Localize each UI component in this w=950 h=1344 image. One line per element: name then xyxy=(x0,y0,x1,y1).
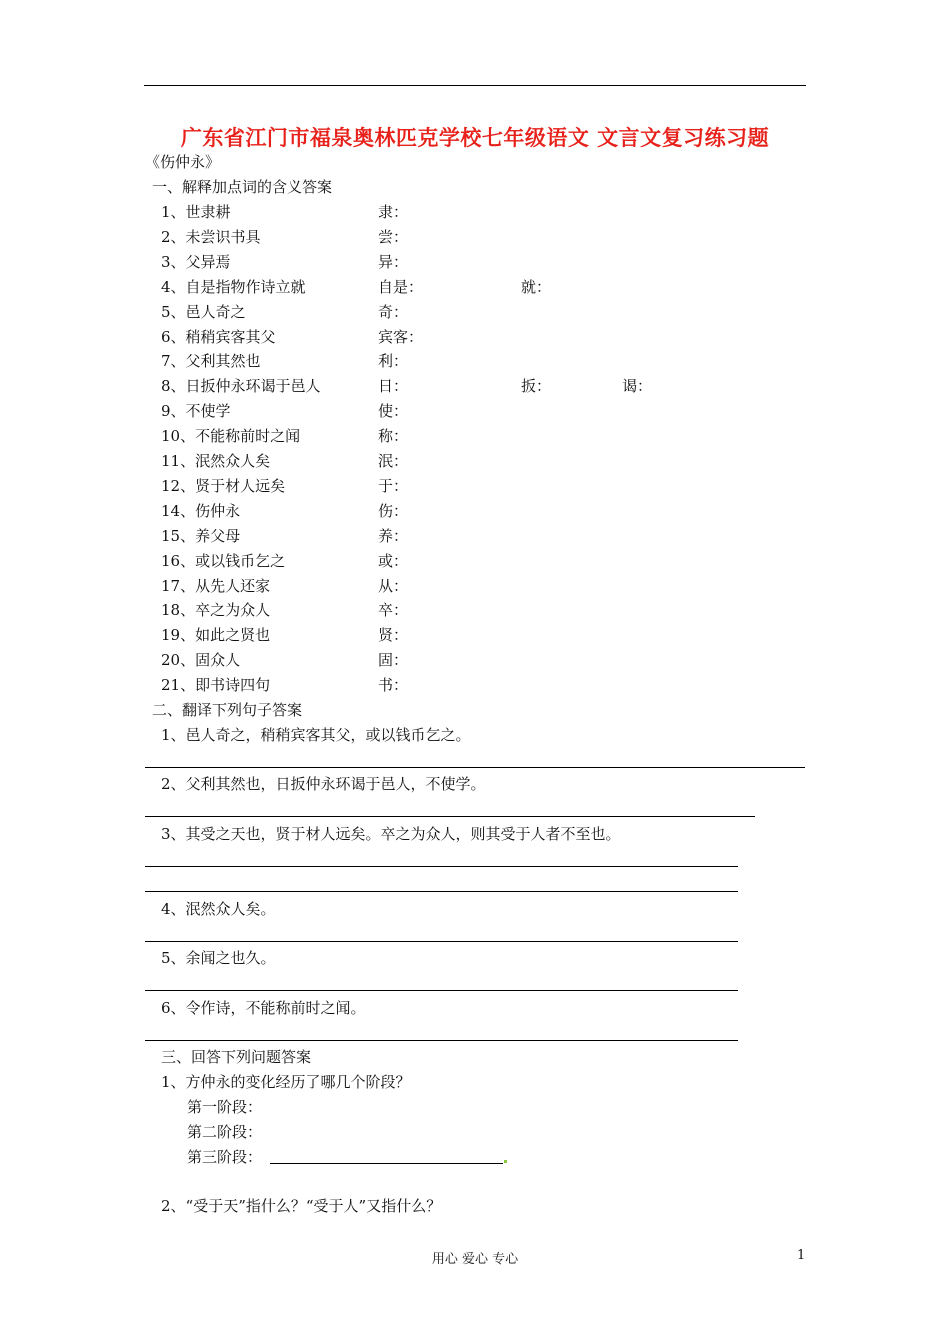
vocab-answer-label: 卒： xyxy=(378,601,409,619)
vocab-question: 15、养父母 xyxy=(161,527,241,545)
answer-line xyxy=(145,990,738,991)
vocab-answer-label: 宾客： xyxy=(378,328,424,346)
section2-heading: 二、翻译下列句子答案 xyxy=(152,701,303,719)
vocab-answer-label: 隶： xyxy=(378,203,409,221)
vocab-question: 9、不使学 xyxy=(161,402,231,420)
stage-1-label: 第一阶段： xyxy=(187,1098,263,1116)
vocab-answer-label: 日： xyxy=(378,377,409,395)
vocab-question: 18、卒之为众人 xyxy=(161,601,271,619)
footer-motto: 用心 爱心 专心 xyxy=(431,1252,519,1267)
vocab-question: 5、邑人奇之 xyxy=(161,303,246,321)
vocab-question: 2、未尝识书具 xyxy=(161,228,261,246)
vocab-answer-label: 固： xyxy=(378,651,409,669)
answer-line xyxy=(145,866,738,867)
translate-item-2: 2、父利其然也，日扳仲永环谒于邑人，不使学。 xyxy=(161,775,486,793)
answer-line xyxy=(145,941,738,942)
vocab-answer-label: 扳： xyxy=(521,377,552,395)
vocab-question: 10、不能称前时之闻 xyxy=(161,427,301,445)
section3-heading: 三、回答下列问题答案 xyxy=(161,1048,312,1066)
vocab-answer-label: 尝： xyxy=(378,228,409,246)
vocab-answer-label: 书： xyxy=(378,676,409,694)
vocab-question: 16、或以钱币乞之 xyxy=(161,552,286,570)
vocab-answer-label: 养： xyxy=(378,527,409,545)
vocab-answer-label: 使： xyxy=(378,402,409,420)
vocab-answer-label: 利： xyxy=(378,352,409,370)
stage-3-answer-line xyxy=(270,1163,503,1164)
header-rule xyxy=(144,85,806,86)
answer-line xyxy=(145,1040,738,1041)
answer-line xyxy=(145,767,805,768)
marker-dot xyxy=(504,1160,507,1163)
stage-2-label: 第二阶段： xyxy=(187,1123,263,1141)
vocab-answer-label: 贤： xyxy=(378,626,409,644)
vocab-question: 7、父利其然也 xyxy=(161,352,261,370)
vocab-answer-label: 谒： xyxy=(622,377,653,395)
translate-item-1: 1、邑人奇之，稍稍宾客其父，或以钱币乞之。 xyxy=(161,726,471,744)
vocab-question: 19、如此之贤也 xyxy=(161,626,271,644)
vocab-question: 20、固众人 xyxy=(161,651,241,669)
vocab-answer-label: 奇： xyxy=(378,303,409,321)
vocab-question: 21、即书诗四句 xyxy=(161,676,271,694)
stage-3-label: 第三阶段： xyxy=(187,1148,263,1166)
answer-line xyxy=(145,816,755,817)
section1-heading: 一、解释加点词的含义答案 xyxy=(152,178,333,196)
vocab-question: 6、稍稍宾客其父 xyxy=(161,328,276,346)
translate-item-3: 3、其受之天也，贤于材人远矣。卒之为众人，则其受于人者不至也。 xyxy=(161,825,621,843)
vocab-question: 4、自是指物作诗立就 xyxy=(161,278,306,296)
answer-line xyxy=(145,891,738,892)
vocab-answer-label: 伤： xyxy=(378,502,409,520)
vocab-question: 11、泯然众人矣 xyxy=(161,452,271,470)
vocab-question: 12、贤于材人远矣 xyxy=(161,477,286,495)
question-2: 2、“受于天”指什么？“受于人”又指什么？ xyxy=(161,1197,442,1215)
vocab-answer-label: 从： xyxy=(378,577,409,595)
translate-item-5: 5、余闻之也久。 xyxy=(161,949,276,967)
vocab-question: 1、世隶耕 xyxy=(161,203,231,221)
page-number: 1 xyxy=(797,1248,806,1263)
vocab-answer-label: 泯： xyxy=(378,452,409,470)
translate-item-4: 4、泯然众人矣。 xyxy=(161,900,276,918)
vocab-question: 17、从先人还家 xyxy=(161,577,271,595)
question-1: 1、方仲永的变化经历了哪几个阶段？ xyxy=(161,1073,411,1091)
vocab-question: 14、伤仲永 xyxy=(161,502,241,520)
vocab-answer-label: 于： xyxy=(378,477,409,495)
vocab-answer-label: 就： xyxy=(521,278,552,296)
vocab-answer-label: 自是： xyxy=(378,278,424,296)
vocab-answer-label: 称： xyxy=(378,427,409,445)
vocab-answer-label: 或： xyxy=(378,552,409,570)
vocab-question: 3、父异焉 xyxy=(161,253,231,271)
vocab-question: 8、日扳仲永环谒于邑人 xyxy=(161,377,321,395)
subtitle: 《伤仲永》 xyxy=(145,153,221,171)
translate-item-6: 6、令作诗，不能称前时之闻。 xyxy=(161,999,366,1017)
vocab-answer-label: 异： xyxy=(378,253,409,271)
page-title: 广东省江门市福泉奥林匹克学校七年级语文 文言文复习练习题 xyxy=(180,125,770,150)
